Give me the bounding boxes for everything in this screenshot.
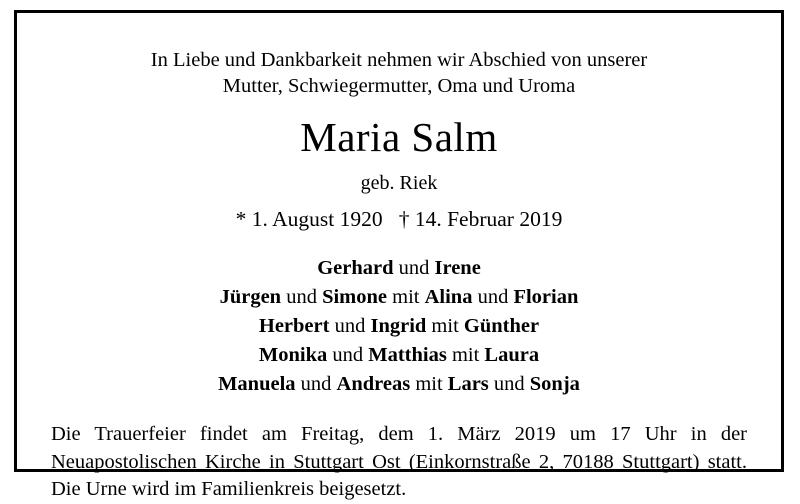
funeral-details: Die Trauerfeier findet am Freitag, dem 1. März 2019 um 17 Uhr in der Neuapostolischen Kirche in Stuttgart Ost (Einkornstraße 2, 70188 Stuttgart) statt. Die Urne wird im Familienkreis beigesetzt. — [51, 423, 747, 501]
family-list — [218, 254, 580, 400]
family-row — [218, 283, 580, 312]
family-connector: mit — [387, 285, 425, 308]
intro-line-2: Mutter, Schwiegermutter, Oma und Uroma — [222, 75, 576, 98]
family-member-name: Florian — [513, 285, 579, 308]
family-member-name: Alina — [424, 285, 473, 308]
family-member-name: Simone — [322, 285, 388, 308]
family-connector: mit — [446, 343, 485, 366]
obituary-notice — [14, 10, 784, 501]
family-row — [218, 254, 580, 283]
birth-death-dates: * 1. August 1920 † 14. Februar 2019 — [235, 206, 563, 231]
family-member-name: Irene — [434, 256, 481, 279]
family-member-name: Sonja — [529, 373, 580, 395]
family-connector: und — [327, 343, 369, 366]
family-member-name: Monika — [258, 343, 328, 366]
family-member-name: Manuela — [218, 373, 296, 395]
intro-line-1: In Liebe und Dankbarkeit nehmen wir Abschied von unserer — [150, 49, 648, 71]
family-member-name: Ingrid — [370, 314, 427, 337]
intro-text — [69, 47, 729, 99]
family-connector: und — [329, 314, 371, 337]
family-connector: und — [281, 285, 323, 308]
family-row — [218, 370, 580, 399]
family-connector: und — [393, 256, 435, 279]
family-row — [218, 312, 580, 341]
family-connector: mit — [410, 373, 448, 395]
family-row — [218, 341, 580, 370]
family-connector: und — [295, 373, 337, 395]
family-connector: mit — [426, 314, 464, 337]
deceased-name: Maria Salm — [300, 114, 498, 161]
family-member-name: Matthias — [368, 343, 447, 366]
family-member-name: Herbert — [258, 314, 330, 337]
maiden-name: geb. Riek — [360, 171, 438, 194]
family-member-name: Laura — [484, 343, 540, 366]
family-connector: und — [472, 285, 514, 308]
family-member-name: Andreas — [336, 373, 411, 395]
family-connector: und — [488, 373, 530, 395]
family-member-name: Lars — [447, 373, 489, 395]
family-member-name: Gerhard — [317, 256, 394, 279]
family-member-name: Jürgen — [219, 285, 282, 308]
family-member-name: Günther — [463, 314, 540, 337]
